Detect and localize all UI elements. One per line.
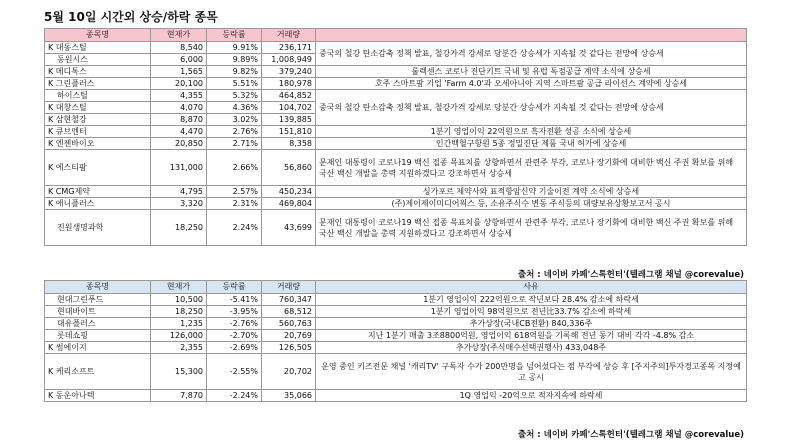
stock-name: 롯데쇼핑	[45, 330, 151, 342]
stock-name: 하이스틸	[45, 90, 151, 102]
stock-rate: 2.31%	[207, 198, 262, 210]
table-row	[45, 342, 747, 354]
table-row	[45, 354, 747, 390]
table-row	[45, 210, 747, 246]
stock-price: 20,850	[151, 138, 207, 150]
stock-volume: 68,512	[262, 306, 316, 318]
stock-rate: 2.71%	[207, 138, 262, 150]
stock-price: 1,235	[151, 318, 207, 330]
stock-price: 4,795	[151, 186, 207, 198]
page-title: 5월 10일 시간외 상승/하락 종목	[44, 10, 218, 24]
stock-rate: 9.89%	[207, 54, 262, 66]
col-header-name: 종목명	[45, 281, 151, 294]
stock-rate: -5.41%	[207, 294, 262, 306]
stock-rate: 2.24%	[207, 210, 262, 246]
stock-name: 동원시스	[45, 54, 151, 66]
stock-reason: 1Q 영업익 -20억으로 적자지속에 하락세	[316, 390, 747, 402]
stock-volume: 35,066	[262, 390, 316, 402]
table-row	[45, 390, 747, 402]
stock-reason: (주)제이제이미디어웍스 등, 소유주식수 변동 주식등의 대량보유상황보고서 공시	[316, 198, 747, 210]
stock-price: 7,870	[151, 390, 207, 402]
stock-reason: 룰렉센스 코로나 진단키트 국내 및 유럽 독점공급 계약 소식에 상승세	[316, 66, 747, 78]
stock-name: K 케리소프트	[45, 354, 151, 390]
table-row	[45, 126, 747, 138]
col-header-name: 종목명	[45, 29, 151, 42]
source-note: 출처 : 네이버 카페'스톡헌터'(텔레그램 채널 @corevalue)	[517, 430, 744, 440]
stock-name: K CMG제약	[45, 186, 151, 198]
table-row	[45, 138, 747, 150]
col-header-reason	[316, 29, 747, 42]
stock-volume: 450,234	[262, 186, 316, 198]
stock-reason: 1분기 영업이익 98억원으로 전년比33.7% 감소에 하락세	[316, 306, 747, 318]
stock-volume: 104,702	[262, 102, 316, 114]
stock-volume: 236,171	[262, 42, 316, 54]
col-header-rate: 등락률	[207, 29, 262, 42]
stock-price: 2,355	[151, 342, 207, 354]
stock-name: K 삼현철강	[45, 114, 151, 126]
stock-reason: 호주 스마트팜 기업 'Farm 4.0'과 오세아니아 지역 스마트팜 공급 라이선스 계약에 상승세	[316, 78, 747, 90]
col-header-rate: 등락률	[207, 281, 262, 294]
stock-volume: 139,885	[262, 114, 316, 126]
stock-volume: 126,505	[262, 342, 316, 354]
stock-volume: 20,769	[262, 330, 316, 342]
stock-rate: 9.91%	[207, 42, 262, 54]
stock-reason: 1분기 영업이익 222억원으로 작년보다 28.4% 감소에 하락세	[316, 294, 747, 306]
table-row	[45, 66, 747, 78]
stock-rate: -2.70%	[207, 330, 262, 342]
stock-reason: 추가상장(국내CB전환) 840,336주	[316, 318, 747, 330]
table-row	[45, 294, 747, 306]
table-row	[45, 150, 747, 186]
stock-volume: 379,240	[262, 66, 316, 78]
stock-price: 131,000	[151, 150, 207, 186]
stock-reason: 1분기 영업이익 22억원으로 흑자전환 성공 소식에 상승세	[316, 126, 747, 138]
stock-name: K 엔젠바이오	[45, 138, 151, 150]
stock-rate: 2.76%	[207, 126, 262, 138]
stock-price: 20,100	[151, 78, 207, 90]
gainers-table	[44, 28, 747, 246]
stock-name: K 대동스틸	[45, 42, 151, 54]
losers-table	[44, 280, 747, 402]
stock-name: K 메디톡스	[45, 66, 151, 78]
stock-name: K 그린플러스	[45, 78, 151, 90]
stock-price: 6,000	[151, 54, 207, 66]
stock-name: 진원생명과학	[45, 210, 151, 246]
table-row	[45, 90, 747, 102]
stock-price: 4,470	[151, 126, 207, 138]
stock-rate: 5.32%	[207, 90, 262, 102]
source-note: 출처 : 네이버 카페'스톡헌터'(텔레그램 채널 @corevalue)	[517, 270, 744, 280]
stock-price: 4,070	[151, 102, 207, 114]
stock-price: 18,250	[151, 306, 207, 318]
stock-volume: 43,699	[262, 210, 316, 246]
stock-reason: 인간백혈구항원 5종 정밀진단 제품 국내 허가에 상승세	[316, 138, 747, 150]
stock-reason: 운영 중인 키즈전문 채널 '캐리TV' 구독자 수가 200만명을 넘어섰다는 점 부각에 상승 후 [주지주의]투자경고종목 지정예고 공시	[316, 354, 747, 390]
stock-rate: 5.51%	[207, 78, 262, 90]
stock-name: K 동운아나텍	[45, 390, 151, 402]
stock-rate: 2.57%	[207, 186, 262, 198]
stock-name: K 에스티팜	[45, 150, 151, 186]
stock-reason: 지난 1분기 매출 3조8800억원, 영업이익 618억원을 기록해 전년 동기 대비 각각 -4.8% 감소	[316, 330, 747, 342]
stock-rate: -2.55%	[207, 354, 262, 390]
stock-volume: 180,978	[262, 78, 316, 90]
stock-reason: 중국의 철강 탄소감축 정책 발표, 철강가격 강세로 당분간 상승세가 지속될 것 같다는 전망에 상승세	[316, 90, 747, 126]
table-row	[45, 318, 747, 330]
stock-rate: 4.36%	[207, 102, 262, 114]
table-row	[45, 330, 747, 342]
col-header-volume: 거래량	[262, 29, 316, 42]
stock-reason: 문재인 대통령이 코로나19 백신 접종 목표치를 상향하면서 관련주 부각, 코로나 장기화에 대비한 백신 주권 확보를 위해 국산 백신 개발을 총력 지원하겠다고 강조하면서 상승세	[316, 210, 747, 246]
table-row	[45, 198, 747, 210]
stock-price: 10,500	[151, 294, 207, 306]
stock-rate: 3.02%	[207, 114, 262, 126]
stock-price: 4,355	[151, 90, 207, 102]
stock-volume: 560,763	[262, 318, 316, 330]
stock-volume: 151,810	[262, 126, 316, 138]
stock-rate: -3.95%	[207, 306, 262, 318]
col-header-price: 현재가	[151, 29, 207, 42]
stock-reason: 문재인 대통령이 코로나19 백신 접종 목표치를 상향하면서 관련주 부각, 코로나 장기화에 대비한 백신 주권 확보를 위해 국산 백신 개발을 총력 지원하겠다고 강조하면서 상승세	[316, 150, 747, 186]
stock-price: 8,540	[151, 42, 207, 54]
stock-volume: 469,804	[262, 198, 316, 210]
stock-rate: 2.66%	[207, 150, 262, 186]
stock-volume: 56,860	[262, 150, 316, 186]
stock-volume: 8,358	[262, 138, 316, 150]
stock-name: 대유플러스	[45, 318, 151, 330]
stock-price: 3,320	[151, 198, 207, 210]
table-row	[45, 306, 747, 318]
stock-name: K 대창스틸	[45, 102, 151, 114]
stock-rate: 9.82%	[207, 66, 262, 78]
stock-price: 126,000	[151, 330, 207, 342]
stock-price: 8,870	[151, 114, 207, 126]
stock-name: K 썸에이지	[45, 342, 151, 354]
stock-name: 현대바이트	[45, 306, 151, 318]
stock-volume: 20,702	[262, 354, 316, 390]
stock-name: K 큐브엔터	[45, 126, 151, 138]
stock-price: 15,300	[151, 354, 207, 390]
stock-reason: 중국의 철강 탄소감축 정책 발표, 철강가격 강세로 당분간 상승세가 지속될 것 같다는 전망에 상승세	[316, 42, 747, 66]
stock-rate: -2.76%	[207, 318, 262, 330]
stock-reason: 싱가포르 제약사와 표적항암신약 기술이전 계약 소식에 상승세	[316, 186, 747, 198]
stock-rate: -2.24%	[207, 390, 262, 402]
stock-volume: 760,347	[262, 294, 316, 306]
stock-rate: -2.69%	[207, 342, 262, 354]
col-header-price: 현재가	[151, 281, 207, 294]
stock-volume: 1,008,949	[262, 54, 316, 66]
stock-price: 1,565	[151, 66, 207, 78]
table-row	[45, 42, 747, 54]
stock-name: 현대그린푸드	[45, 294, 151, 306]
col-header-reason: 사유	[316, 281, 747, 294]
stock-reason: 추가상장(주식매수선택권행사) 433,048주	[316, 342, 747, 354]
col-header-volume: 거래량	[262, 281, 316, 294]
stock-price: 18,250	[151, 210, 207, 246]
table-row	[45, 186, 747, 198]
stock-volume: 464,852	[262, 90, 316, 102]
table-row	[45, 78, 747, 90]
stock-name: K 애니플러스	[45, 198, 151, 210]
